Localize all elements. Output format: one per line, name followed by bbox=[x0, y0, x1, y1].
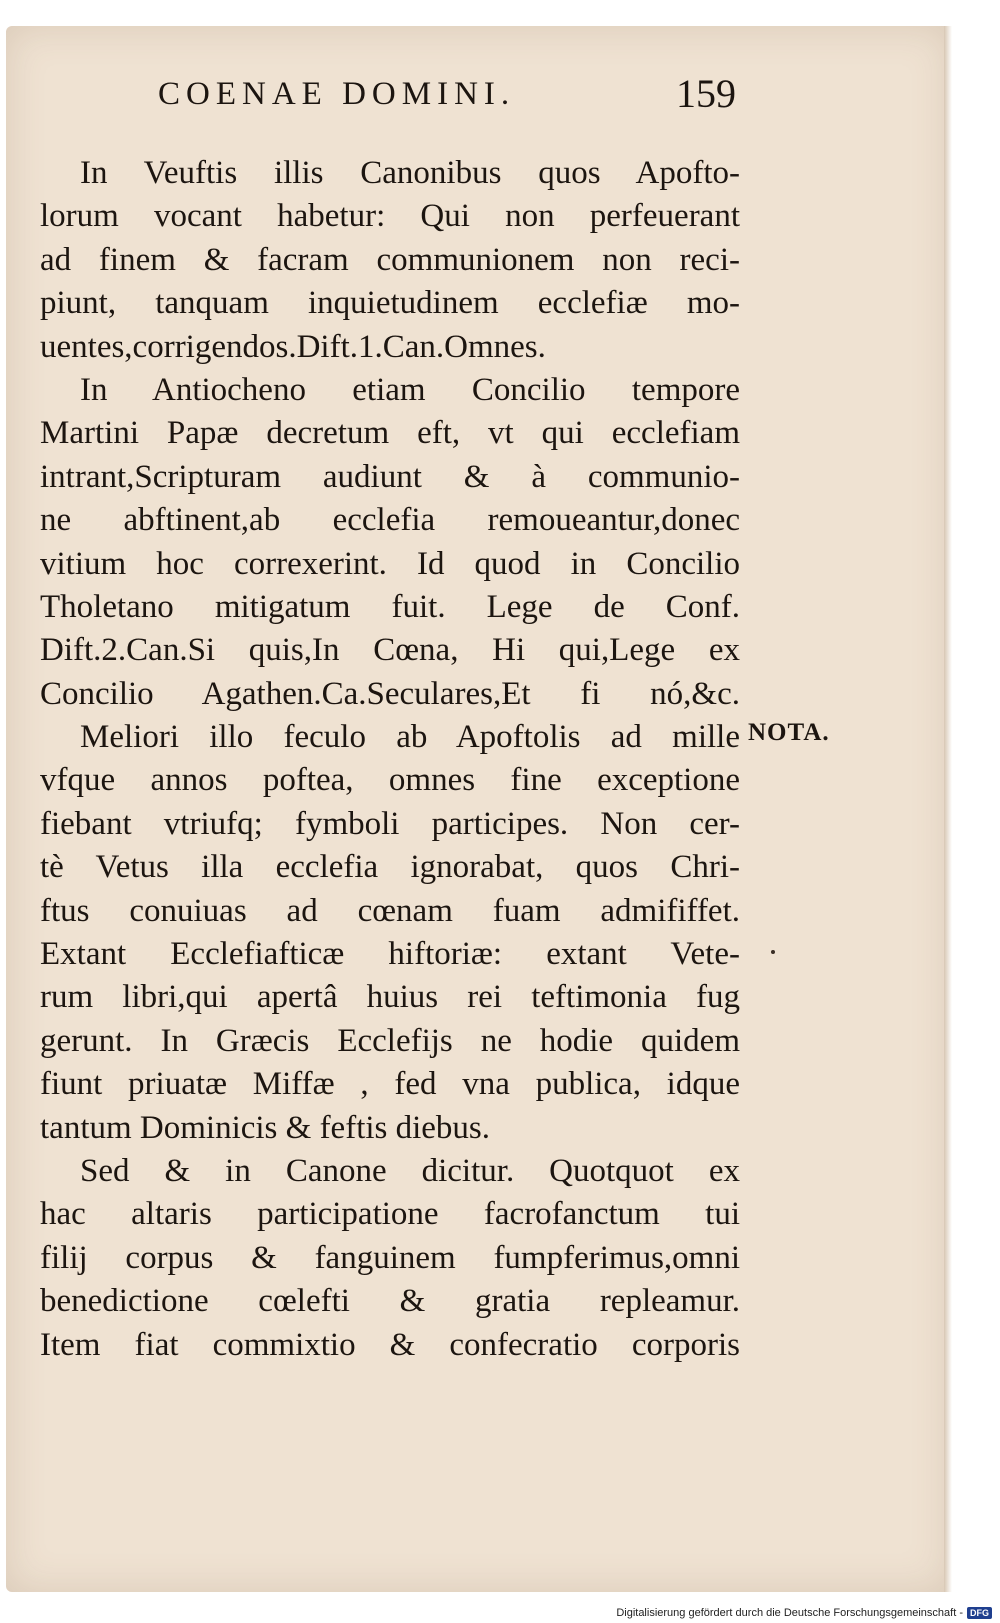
text-line: Dift.2.Can.Si quis,In Cœna, Hi qui,Lege ex bbox=[40, 632, 740, 669]
text-line: filij corpus & fanguinem fumpferimus,omni bbox=[40, 1239, 740, 1276]
text-line: ftus conuiuas ad cœnam fuam admififfet. bbox=[40, 892, 740, 929]
text-line: vfque annos poftea, omnes fine exceptione bbox=[40, 762, 740, 799]
text-line: hac altaris participatione facrofanctum tui bbox=[40, 1196, 740, 1233]
text-line: fiunt priuatæ Miffæ , fed vna publica, idque bbox=[40, 1066, 740, 1103]
digitization-footer bbox=[616, 1607, 992, 1619]
text-line: Extant Ecclefiafticæ hiftoriæ: extant Vete- bbox=[40, 936, 740, 973]
dfg-logo: DFG bbox=[967, 1607, 992, 1619]
text-line: gerunt. In Græcis Ecclefijs ne hodie quidem bbox=[40, 1022, 740, 1059]
text-line: In Veuftis illis Canonibus quos Apofto- bbox=[80, 155, 740, 191]
text-line: tantum Dominicis & feftis diebus. bbox=[40, 1109, 491, 1146]
text-line: ad finem & facram communionem non reci- bbox=[40, 241, 740, 278]
text-line: ne abftinent,ab ecclefia remoueantur,donec bbox=[40, 502, 740, 539]
running-title: COENAE DOMINI. bbox=[158, 76, 516, 112]
text-line: rum libri,qui apertâ huius rei teftimonia fug bbox=[40, 979, 740, 1016]
page-edge-shadow bbox=[944, 26, 952, 1592]
text-line: Meliori illo feculo ab Apoftolis ad mille bbox=[80, 719, 740, 756]
text-line: Tholetano mitigatum fuit. Lege de Conf. bbox=[40, 588, 740, 625]
text-line: fiebant vtriufq; fymboli participes. Non cer- bbox=[40, 805, 740, 842]
text-line: In Antiocheno etiam Concilio tempore bbox=[80, 371, 740, 408]
margin-note: NOTA. bbox=[748, 719, 830, 746]
text-line: intrant,Scripturam audiunt & à communio- bbox=[40, 458, 740, 495]
text-line: Sed & in Canone dicitur. Quotquot ex bbox=[80, 1152, 740, 1189]
text-line: uentes,corrigendos.Dift.1.Can.Omnes. bbox=[40, 328, 546, 365]
ink-speck bbox=[771, 950, 775, 954]
text-line: vitium hoc correxerint. Id quod in Concilio bbox=[40, 545, 740, 582]
page-number: 159 bbox=[676, 71, 736, 116]
text-line: Martini Papæ decretum eft, vt qui ecclefiam bbox=[40, 415, 740, 452]
text-line: Concilio Agathen.Ca.Seculares,Et fi nó,&c. bbox=[40, 675, 740, 712]
text-line: piunt, tanquam inquietudinem ecclefiæ mo- bbox=[40, 285, 740, 322]
body-text bbox=[40, 152, 740, 1367]
text-line: Item fiat commixtio & confecratio corporis bbox=[40, 1326, 740, 1363]
text-line: benedictione cœlefti & gratia repleamur. bbox=[40, 1283, 740, 1320]
text-line: lorum vocant habetur: Qui non perfeuerant bbox=[40, 198, 740, 235]
footer-text: Digitalisierung gefördert durch die Deutsche Forschungsgemeinschaft - bbox=[616, 1607, 963, 1619]
text-line: tè Vetus illa ecclefia ignorabat, quos Chri- bbox=[40, 849, 740, 886]
